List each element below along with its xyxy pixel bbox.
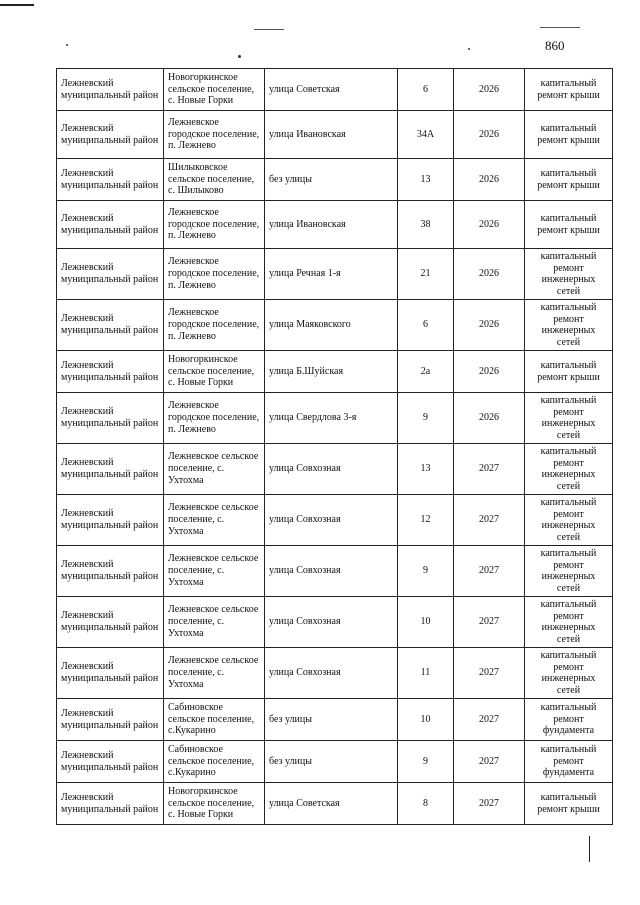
cell-district: Лежневский муниципальный район <box>57 393 164 444</box>
table-row <box>57 597 613 648</box>
cell-year: 2026 <box>454 69 525 111</box>
cell-year: 2027 <box>454 444 525 495</box>
cell-house: 38 <box>398 201 454 249</box>
cell-district: Лежневский муниципальный район <box>57 111 164 159</box>
cell-work: капитальный ремонт крыши <box>525 351 613 393</box>
cell-work: капитальный ремонт инженерных сетей <box>525 597 613 648</box>
cell-settlement: Лежневское городское поселение, п. Лежнево <box>164 393 265 444</box>
cell-work: капитальный ремонт крыши <box>525 111 613 159</box>
scan-artifact <box>540 27 580 28</box>
table-row <box>57 201 613 249</box>
scan-artifact <box>254 29 284 30</box>
cell-work: капитальный ремонт фундамента <box>525 741 613 783</box>
cell-house: 6 <box>398 300 454 351</box>
cell-house: 13 <box>398 444 454 495</box>
cell-street: улица Совхозная <box>265 495 398 546</box>
cell-house: 10 <box>398 597 454 648</box>
cell-house: 9 <box>398 546 454 597</box>
cell-work: капитальный ремонт крыши <box>525 159 613 201</box>
table-row <box>57 783 613 825</box>
cell-street: улица Совхозная <box>265 648 398 699</box>
cell-settlement: Лежневское городское поселение, п. Лежнево <box>164 111 265 159</box>
cell-settlement: Сабиновское сельское поселение, с.Кукарино <box>164 699 265 741</box>
cell-district: Лежневский муниципальный район <box>57 546 164 597</box>
cell-settlement: Новогоркинское сельское поселение, с. Новые Горки <box>164 351 265 393</box>
table-row <box>57 444 613 495</box>
cell-street: без улицы <box>265 159 398 201</box>
cell-street: без улицы <box>265 699 398 741</box>
cell-settlement: Шилыковское сельское поселение, с. Шилыково <box>164 159 265 201</box>
cell-street: без улицы <box>265 741 398 783</box>
cell-house: 9 <box>398 741 454 783</box>
cell-house: 11 <box>398 648 454 699</box>
table-row <box>57 495 613 546</box>
cell-year: 2026 <box>454 393 525 444</box>
cell-house: 10 <box>398 699 454 741</box>
table-row <box>57 111 613 159</box>
page-number: 860 <box>545 38 565 53</box>
cell-district: Лежневский муниципальный район <box>57 159 164 201</box>
cell-street: улица Маяковского <box>265 300 398 351</box>
cell-year: 2026 <box>454 111 525 159</box>
cell-house: 2а <box>398 351 454 393</box>
cell-year: 2026 <box>454 351 525 393</box>
cell-street: улица Совхозная <box>265 597 398 648</box>
cell-settlement: Лежневское городское поселение, п. Лежнево <box>164 249 265 300</box>
cell-district: Лежневский муниципальный район <box>57 249 164 300</box>
cell-work: капитальный ремонт инженерных сетей <box>525 300 613 351</box>
table-row <box>57 699 613 741</box>
cell-district: Лежневский муниципальный район <box>57 444 164 495</box>
cell-street: улица Речная 1-я <box>265 249 398 300</box>
cell-district: Лежневский муниципальный район <box>57 597 164 648</box>
cell-settlement: Сабиновское сельское поселение, с.Кукарино <box>164 741 265 783</box>
table-row <box>57 648 613 699</box>
cell-year: 2027 <box>454 699 525 741</box>
cell-settlement: Новогоркинское сельское поселение, с. Новые Горки <box>164 69 265 111</box>
cell-year: 2027 <box>454 783 525 825</box>
scan-artifact <box>0 4 34 6</box>
cell-work: капитальный ремонт инженерных сетей <box>525 249 613 300</box>
table-row <box>57 741 613 783</box>
cell-house: 12 <box>398 495 454 546</box>
cell-year: 2026 <box>454 159 525 201</box>
table-body <box>57 69 613 825</box>
cell-district: Лежневский муниципальный район <box>57 783 164 825</box>
cell-street: улица Совхозная <box>265 546 398 597</box>
table-row <box>57 393 613 444</box>
cell-work: капитальный ремонт крыши <box>525 69 613 111</box>
cell-house: 13 <box>398 159 454 201</box>
cell-street: улица Ивановская <box>265 111 398 159</box>
cell-work: капитальный ремонт инженерных сетей <box>525 648 613 699</box>
margin-mark <box>589 836 590 862</box>
cell-house: 21 <box>398 249 454 300</box>
cell-settlement: Лежневское сельское поселение, с. Ухтохма <box>164 597 265 648</box>
cell-work: капитальный ремонт инженерных сетей <box>525 546 613 597</box>
cell-district: Лежневский муниципальный район <box>57 201 164 249</box>
cell-work: капитальный ремонт крыши <box>525 201 613 249</box>
cell-district: Лежневский муниципальный район <box>57 300 164 351</box>
cell-house: 9 <box>398 393 454 444</box>
cell-settlement: Лежневское сельское поселение, с. Ухтохма <box>164 546 265 597</box>
cell-work: капитальный ремонт крыши <box>525 783 613 825</box>
cell-year: 2027 <box>454 495 525 546</box>
cell-settlement: Лежневское городское поселение, п. Лежнево <box>164 201 265 249</box>
cell-district: Лежневский муниципальный район <box>57 495 164 546</box>
cell-year: 2027 <box>454 648 525 699</box>
cell-work: капитальный ремонт инженерных сетей <box>525 393 613 444</box>
cell-district: Лежневский муниципальный район <box>57 648 164 699</box>
cell-street: улица Б.Шуйская <box>265 351 398 393</box>
scan-artifact <box>238 55 241 58</box>
table-row <box>57 546 613 597</box>
cell-district: Лежневский муниципальный район <box>57 351 164 393</box>
cell-work: капитальный ремонт инженерных сетей <box>525 495 613 546</box>
cell-year: 2027 <box>454 597 525 648</box>
cell-street: улица Совхозная <box>265 444 398 495</box>
cell-settlement: Лежневское сельское поселение, с. Ухтохма <box>164 495 265 546</box>
cell-year: 2027 <box>454 546 525 597</box>
scan-artifact <box>66 44 68 46</box>
cell-year: 2026 <box>454 201 525 249</box>
cell-street: улица Советская <box>265 69 398 111</box>
cell-settlement: Лежневское городское поселение, п. Лежнево <box>164 300 265 351</box>
cell-settlement: Лежневское сельское поселение, с. Ухтохма <box>164 444 265 495</box>
cell-house: 34А <box>398 111 454 159</box>
table-row <box>57 351 613 393</box>
cell-settlement: Новогоркинское сельское поселение, с. Новые Горки <box>164 783 265 825</box>
cell-settlement: Лежневское сельское поселение, с. Ухтохма <box>164 648 265 699</box>
table-row <box>57 159 613 201</box>
cell-district: Лежневский муниципальный район <box>57 69 164 111</box>
table-row <box>57 249 613 300</box>
cell-house: 8 <box>398 783 454 825</box>
cell-street: улица Ивановская <box>265 201 398 249</box>
cell-year: 2026 <box>454 300 525 351</box>
cell-year: 2027 <box>454 741 525 783</box>
table-row <box>57 300 613 351</box>
cell-house: 6 <box>398 69 454 111</box>
cell-district: Лежневский муниципальный район <box>57 699 164 741</box>
housing-repair-table <box>56 68 613 825</box>
cell-district: Лежневский муниципальный район <box>57 741 164 783</box>
cell-street: улица Свердлова 3-я <box>265 393 398 444</box>
cell-street: улица Советская <box>265 783 398 825</box>
cell-work: капитальный ремонт фундамента <box>525 699 613 741</box>
table-row <box>57 69 613 111</box>
cell-work: капитальный ремонт инженерных сетей <box>525 444 613 495</box>
cell-year: 2026 <box>454 249 525 300</box>
scan-artifact <box>468 48 470 50</box>
